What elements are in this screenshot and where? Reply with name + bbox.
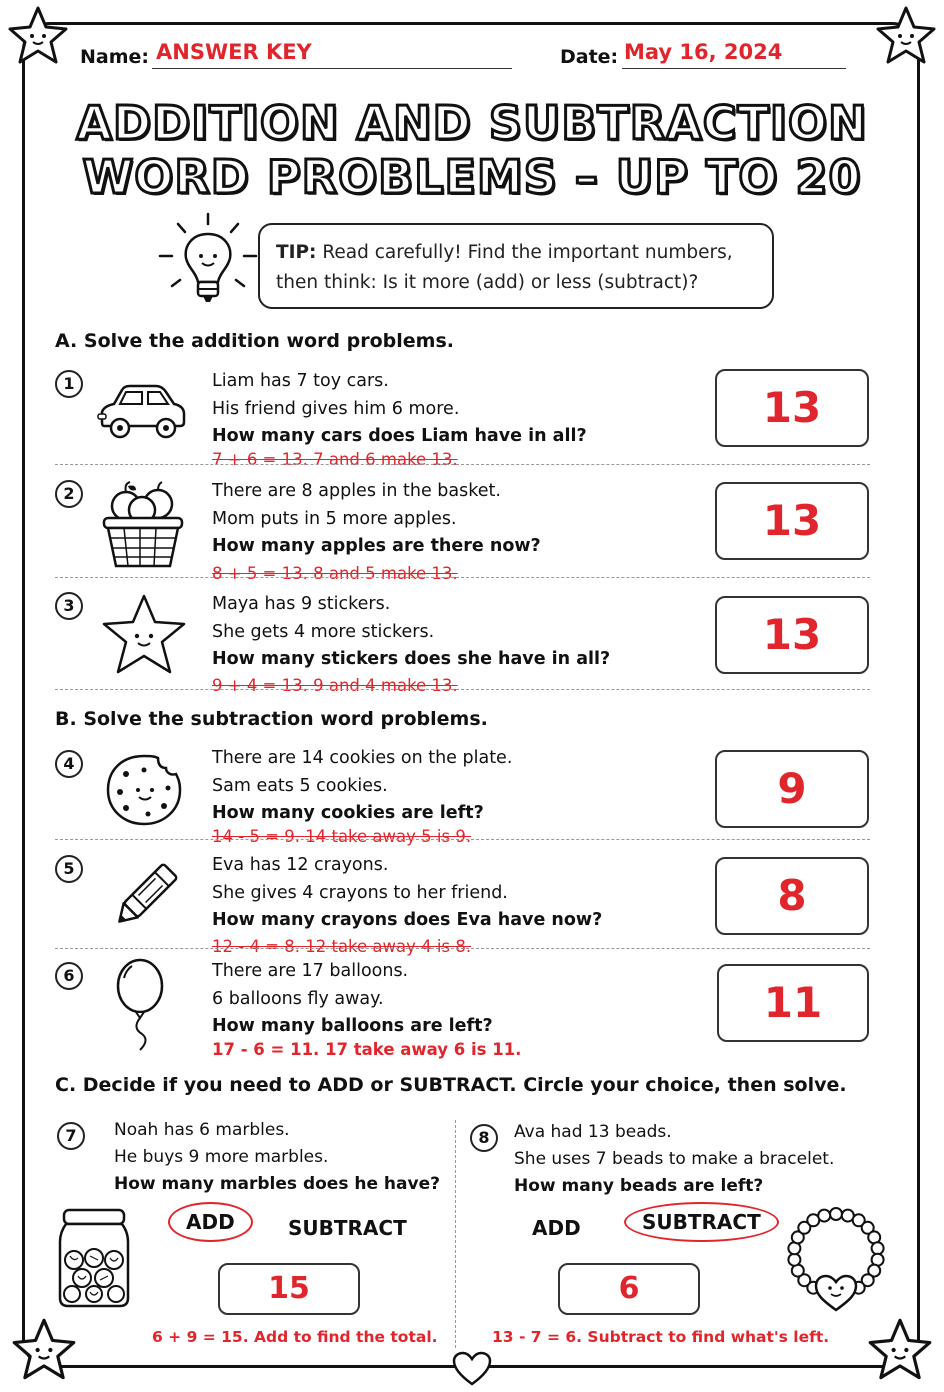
bead-icon [830,1208,842,1220]
bead-bracelet-icon [782,1206,890,1318]
problem-line: His friend gives him 6 more. [212,398,460,419]
page-title-line1: ADDITION AND SUBTRACTION [76,96,868,150]
choice-add[interactable]: ADD [532,1216,581,1240]
problem-text [212,958,493,1041]
page-title-line2: WORD PROBLEMS – UP TO 20 [82,150,862,204]
name-field[interactable] [152,40,512,69]
problem-line: There are 8 apples in the basket. [212,481,501,501]
divider [55,839,870,840]
problem-line: She gives 4 crayons to her friend. [212,882,508,903]
problem-text [114,1117,440,1198]
problem-question: How many stickers does she have in all? [212,649,611,669]
problem-solution: 13 - 7 = 6. Subtract to find what's left. [492,1328,830,1346]
problem-number: 8 [470,1124,498,1152]
problem-number: 2 [55,480,83,508]
problem-number: 5 [55,855,83,883]
divider [55,689,870,690]
problem-line: Maya has 9 stickers. [212,594,391,614]
problem-text [514,1119,834,1200]
answer-box[interactable]: 6 [558,1263,700,1315]
choice-subtract[interactable]: SUBTRACT [288,1216,407,1240]
section-a-heading: A. Solve the addition word problems. [55,330,454,352]
corner-star-icon [866,1316,934,1384]
problem-line: There are 17 balloons. [212,961,409,981]
balloon-icon [110,958,170,1054]
tip-line2: then think: Is it more (add) or less (subtract)? [276,272,699,293]
problem-text [212,745,512,828]
problem-line: Mom puts in 5 more apples. [212,508,457,529]
bead-icon [788,1254,800,1266]
problem-solution: 7 + 6 = 13. 7 and 6 make 13. [212,450,458,469]
star-sticker-icon [100,592,188,676]
problem-question: How many cookies are left? [212,803,484,823]
column-divider [455,1120,456,1348]
car-icon [96,382,188,444]
add-option: ADD [168,1202,253,1242]
problem-number: 6 [55,962,83,990]
choice-add[interactable] [168,1210,253,1234]
problem-text [212,852,602,935]
bead-icon [818,1210,830,1222]
corner-star-icon [6,4,70,68]
answer-box[interactable]: 15 [218,1263,360,1315]
problem-text [212,478,541,561]
problem-line: Noah has 6 marbles. [114,1120,290,1140]
problem-question: How many balloons are left? [212,1016,493,1036]
tip-label: TIP: [276,242,317,263]
problem-solution: 14 - 5 = 9. 14 take away 5 is 9. [212,827,472,846]
problem-question: How many crayons does Eva have now? [212,910,603,930]
problem-question: How many marbles does he have? [114,1174,440,1194]
problem-text [212,368,587,451]
problem-solution: 9 + 4 = 13. 9 and 4 make 13. [212,676,458,695]
answer-box[interactable]: 13 [715,482,869,560]
problem-number: 7 [57,1122,85,1150]
problem-solution: 12 - 4 = 8. 12 take away 4 is 8. [212,937,472,956]
problem-solution: 17 - 6 = 11. 17 take away 6 is 11. [212,1040,522,1059]
problem-line: He buys 9 more marbles. [114,1147,329,1167]
date-field[interactable] [622,40,846,69]
problem-text [212,591,610,674]
apple-basket-icon [100,480,186,570]
corner-star-icon [10,1316,78,1384]
answer-box[interactable]: 8 [715,857,869,935]
heart-icon [452,1352,492,1386]
bead-icon [872,1242,884,1254]
name-value: ANSWER KEY [156,40,312,64]
lightbulb-icon [158,212,258,308]
tip-line1: Read carefully! Find the important numbers, [316,242,733,263]
marble-jar-icon [54,1206,134,1310]
problem-line: Liam has 7 toy cars. [212,371,389,391]
date-value: May 16, 2024 [624,40,783,64]
cookie-icon [104,752,184,826]
problem-number: 4 [55,750,83,778]
problem-solution: 8 + 5 = 13. 8 and 5 make 13. [212,564,458,583]
problem-line: Sam eats 5 cookies. [212,775,388,796]
date-label: Date: [560,46,619,68]
divider [55,948,870,949]
tip-text [276,238,766,298]
problem-number: 3 [55,592,83,620]
answer-box[interactable]: 13 [715,596,869,674]
divider [55,577,870,578]
problem-question: How many apples are there now? [212,536,541,556]
answer-box[interactable]: 9 [715,750,869,828]
section-b-heading: B. Solve the subtraction word problems. [55,708,488,730]
problem-solution: 6 + 9 = 15. Add to find the total. [152,1328,438,1346]
problem-question: How many cars does Liam have in all? [212,426,587,446]
problem-line: Eva has 12 crayons. [212,855,389,875]
answer-box[interactable]: 11 [717,964,869,1042]
problem-line: She uses 7 beads to make a bracelet. [514,1149,835,1169]
name-label: Name: [80,46,150,68]
problem-line: There are 14 cookies on the plate. [212,748,513,768]
section-c-heading: C. Decide if you need to ADD or SUBTRACT. Circle your choice, then solve. [55,1074,847,1096]
problem-line: She gets 4 more stickers. [212,621,435,642]
problem-line: Ava had 13 beads. [514,1122,672,1142]
problem-question: How many beads are left? [514,1176,764,1196]
corner-star-icon [874,4,938,68]
choice-subtract[interactable] [624,1210,779,1234]
crayon-icon [104,852,190,936]
subtract-option: SUBTRACT [624,1202,779,1242]
divider [55,464,870,465]
problem-number: 1 [55,370,83,398]
answer-box[interactable]: 13 [715,369,869,447]
problem-line: 6 balloons fly away. [212,988,384,1009]
